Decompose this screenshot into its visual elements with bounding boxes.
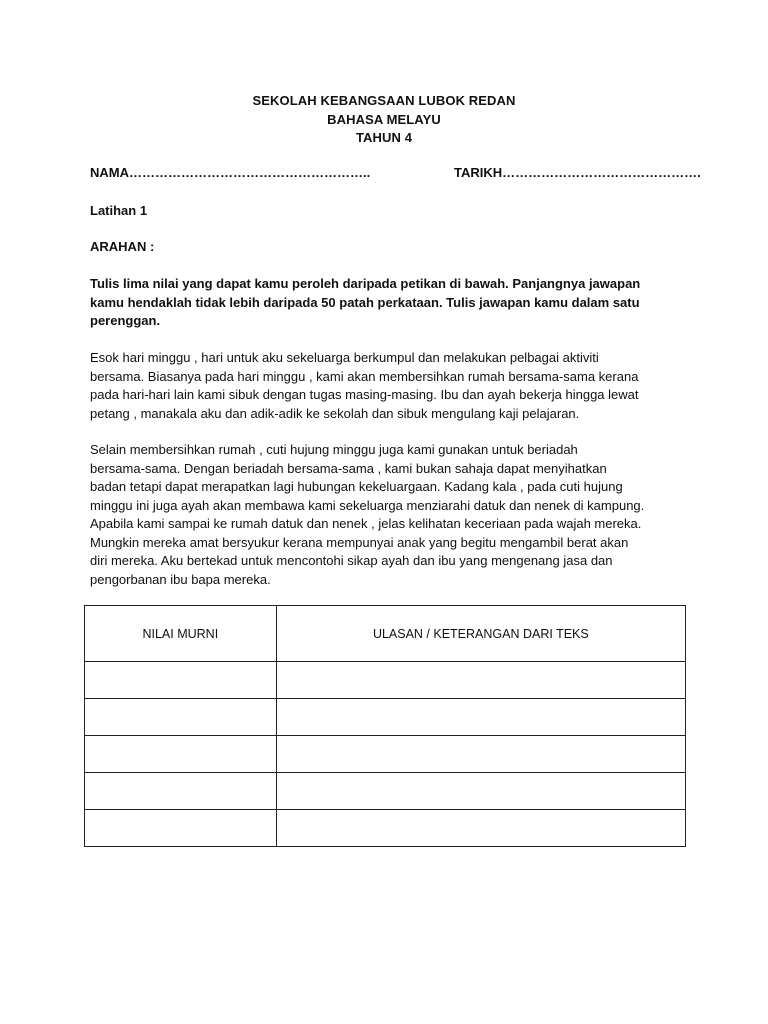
table-row [85,662,686,699]
answer-cell-value[interactable] [85,810,277,847]
passage-line: pada hari-hari lain kami sibuk dengan tugas masing-masing. Ibu dan ayah bekerja hingga lewat [90,387,639,402]
passage-line: Apabila kami sampai ke rumah datuk dan nenek , jelas kelihatan keceriaan pada wajah mereka. [90,516,642,531]
values-answer-table [84,605,686,847]
passage-line: badan tetapi dapat merapatkan lagi hubungan kekeluargaan. Kadang kala , pada cuti hujung [90,479,623,494]
answer-cell-explanation[interactable] [276,773,685,810]
answer-cell-value[interactable] [85,773,277,810]
answer-cell-value[interactable] [85,736,277,773]
answer-cell-explanation[interactable] [276,736,685,773]
answer-cell-value[interactable] [85,699,277,736]
table-row [85,699,686,736]
passage-paragraph-1 [90,349,686,423]
passage-line: petang , manakala aku dan adik-adik ke sekolah dan sibuk mengulang kaji pelajaran. [90,405,580,421]
table-row [85,810,686,847]
instruction-line: perenggan. [90,313,161,328]
header-nilai-murni: NILAI MURNI [85,606,277,662]
instruction-text [90,275,680,331]
passage-line: minggu ini juga ayah akan membawa kami sekeluarga menziarahi datuk dan nenek di kampung. [90,497,645,513]
instruction-line: kamu hendaklah tidak lebih daripada 50 patah perkataan. Tulis jawapan kamu dalam satu [90,294,640,310]
directions-label: ARAHAN : [90,239,155,254]
table-header-row [85,606,686,662]
grade-level: TAHUN 4 [355,130,413,145]
passage-line: Esok hari minggu , hari untuk aku sekeluarga berkumpul dan melakukan pelbagai aktiviti [90,350,599,365]
passage-line: pengorbanan ibu bapa mereka. [90,571,271,587]
passage-line: bersama-sama. Dengan beriadah bersama-sama , kami bukan sahaja dapat menyihatkan [90,460,607,476]
header-ulasan: ULASAN / KETERANGAN DARI TEKS [276,606,685,662]
passage-line: Selain membersihkan rumah , cuti hujung minggu juga kami gunakan untuk beriadah [90,442,578,457]
school-name: SEKOLAH KEBANGSAAN LUBOK REDAN [252,93,516,108]
worksheet-header [0,92,768,148]
date-field: TARIKH………………………………………. [454,165,701,180]
answer-cell-value[interactable] [85,662,277,699]
table-row [85,773,686,810]
passage-line: bersama. Biasanya pada hari minggu , kami akan membersihkan rumah bersama-sama kerana [90,368,639,384]
answer-cell-explanation[interactable] [276,810,685,847]
exercise-title: Latihan 1 [90,203,148,218]
answer-cell-explanation[interactable] [276,699,685,736]
passage-paragraph-2 [90,441,686,589]
passage-line: Mungkin mereka amat bersyukur kerana mempunyai anak yang begitu mengambil berat akan [90,534,629,550]
table-row [85,736,686,773]
answer-cell-explanation[interactable] [276,662,685,699]
name-field: NAMA……………………………………………….. [90,165,371,180]
passage-line: diri mereka. Aku bertekad untuk mencontohi sikap ayah dan ibu yang mengenang jasa dan [90,553,613,568]
subject-name: BAHASA MELAYU [327,111,441,127]
instruction-line: Tulis lima nilai yang dapat kamu peroleh daripada petikan di bawah. Panjangnya jawapan [90,276,641,291]
